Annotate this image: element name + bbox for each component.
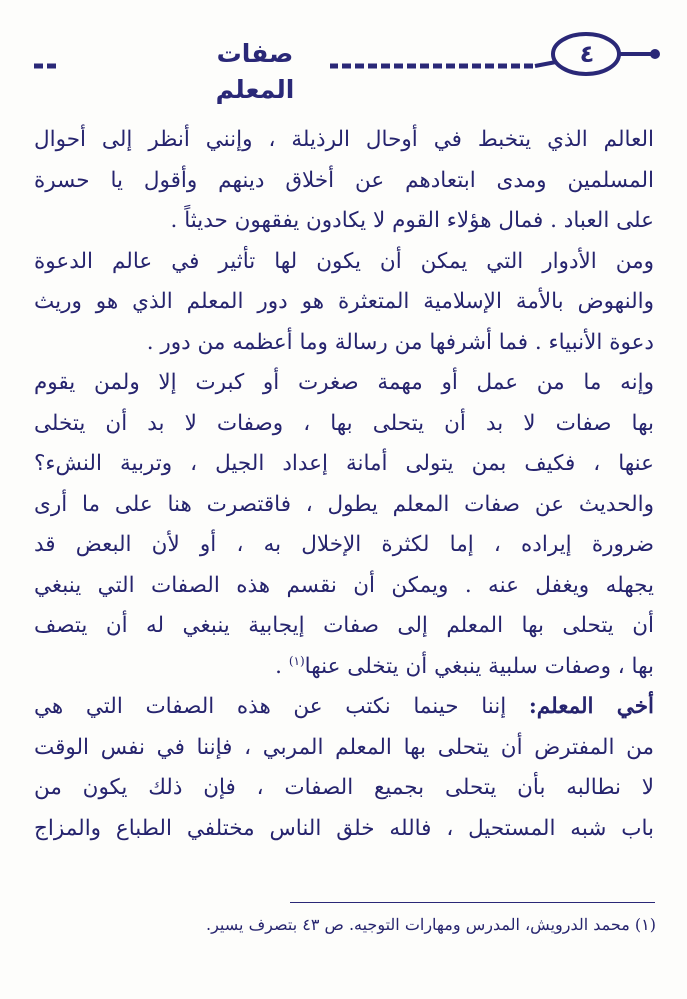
text-line: العالم الذي يتخبط في أوحال الرذيلة ، وإنني أنظر إلى أحوال [34,127,654,152]
text-line: من المفترض أن يتحلى بها المعلم المربي ، فإننا في نفس الوقت [34,734,654,760]
text-line [34,647,654,688]
text-line: والحديث عن صفات المعلم يطول ، فاقتصرت هنا على ما أرى [34,491,654,517]
body-text [34,120,654,849]
text-line: دعوة الأنبياء . فما أشرفها من رسالة وما أعظمه من دور . [146,329,654,355]
text-line: باب شبه المستحيل ، فالله خلق الناس مختلفي الطباع والمزاج [34,815,654,841]
text-line: والنهوض بالأمة الإسلامية المتعثرة هو دور المعلم الذي هو وريث [34,289,654,314]
text-line-content: بها ، وصفات سلبية ينبغي أن يتخلى عنها [304,653,654,679]
footnote-divider [290,902,655,903]
page-number: ٤ [579,40,595,68]
text-line: ضرورة إيراده ، إما لكثرة الإخلال به ، أو لأن البعض قد [34,532,654,557]
paragraph-lead: أخي المعلم: [528,694,654,719]
text-line: أن يتحلى بها المعلم إلى صفات إيجابية ينبغي له أن يتصف [34,613,654,638]
text-line: ومن الأدوار التي يمكن أن يكون لها تأثير في عالم الدعوة [34,248,654,274]
text-line-content: إننا حينما نكتب عن هذه الصفات التي هي [34,694,507,719]
page-title: صفات المعلم [180,36,330,108]
text-line [34,687,654,728]
text-line: وإنه ما من عمل أو مهمة صغرت أو كبرت إلا ولمن يقوم [34,370,654,395]
footnote: (١) محمد الدرويش، المدرس ومهارات التوجيه. ص ٤٣ بتصرف يسير. [206,915,656,934]
text-line: يجهله ويغفل عنه . ويمكن أن نقسم هذه الصفات التي ينبغي [34,572,654,598]
text-line: عنها ، فكيف بمن يتولى أمانة إعداد الجيل ، وتربية النشء؟ [34,451,654,476]
text-line: على العباد . فمال هؤلاء القوم لا يكادون يفقهون حديثاً . [170,208,654,233]
text-line: بها صفات لا بد أن يتحلى بها ، وصفات لا بد أن يتخلى [34,410,654,436]
footnote-reference[interactable]: (١) [288,653,305,668]
text-line: لا نطالبه بأن يتحلى بجميع الصفات ، فإن ذلك يكون من [34,775,654,800]
sentence-end: . [275,653,289,679]
page-header [0,0,687,104]
text-line: المسلمين ومدى ابتعادهم عن أخلاق دينهم وأقول يا حسرة [34,167,654,193]
